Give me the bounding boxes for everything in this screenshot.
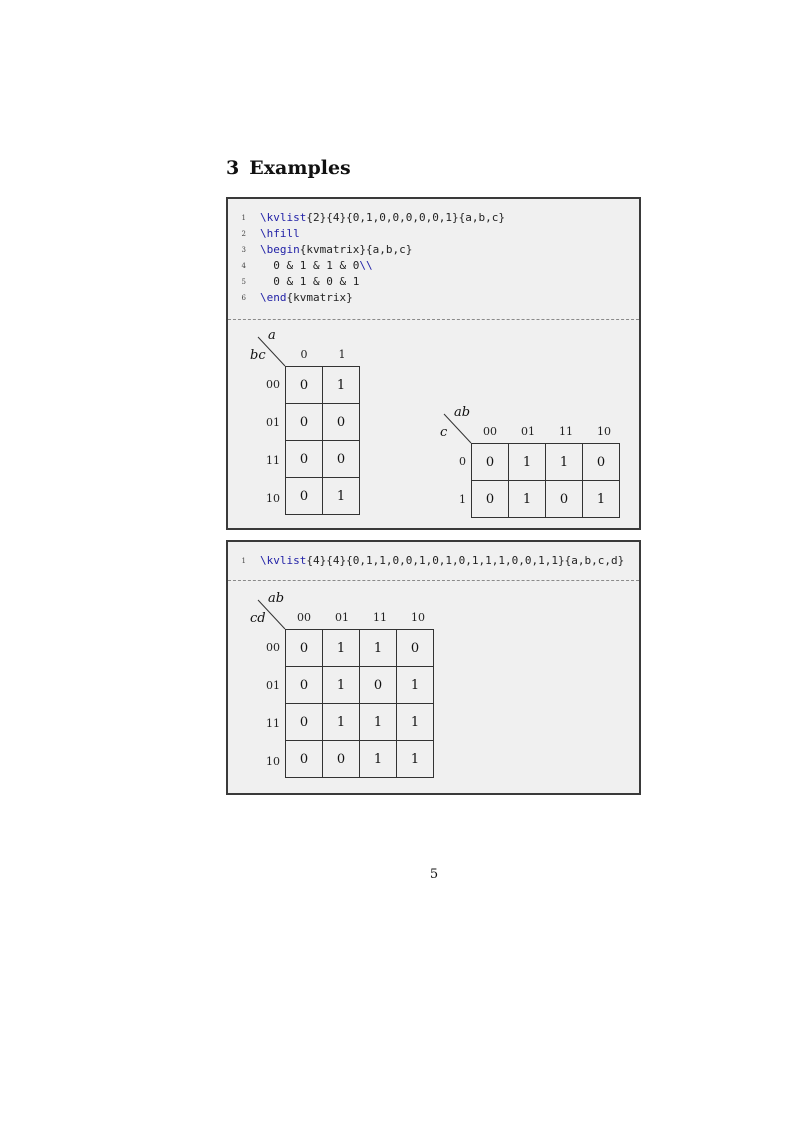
kv-cell: 1: [396, 740, 434, 778]
row-header: 11: [266, 454, 280, 467]
code-output-separator: [228, 319, 639, 320]
code-token: 0 & 1 & 0 & 1: [260, 275, 360, 288]
kv-cell: 1: [396, 703, 434, 741]
code-token: {2}{4}{0,1,0,0,0,0,0,1}{a,b,c}: [306, 211, 506, 224]
kv-cell: 0: [322, 740, 360, 778]
kv-cell: 1: [359, 629, 397, 667]
kv-cell: 0: [471, 443, 509, 481]
kv-cell: 1: [322, 477, 360, 515]
row-header: 10: [266, 755, 280, 768]
column-header: 10: [597, 425, 611, 438]
kv-cell: 0: [285, 703, 323, 741]
kv-cell: 1: [322, 629, 360, 667]
section-number: 3: [226, 157, 240, 179]
code-keyword: \end: [260, 291, 287, 304]
line-number: 1: [241, 214, 246, 222]
row-variable-label: cd: [250, 611, 266, 626]
example-box-1: [226, 197, 641, 530]
kv-cell: 1: [359, 703, 397, 741]
kv-cell: 1: [508, 480, 546, 518]
code-text: [260, 226, 300, 242]
column-header: 1: [338, 348, 346, 361]
kv-cell: 0: [285, 629, 323, 667]
column-header: 0: [300, 348, 308, 361]
column-header: 11: [559, 425, 573, 438]
kv-cell: 1: [322, 666, 360, 704]
code-token: {4}{4}{0,1,1,0,0,1,0,1,0,1,1,1,0,0,1,1}{a,b,c,d}: [306, 554, 625, 567]
code-keyword: \kvlist: [260, 554, 307, 567]
line-number: 2: [241, 230, 246, 238]
code-keyword: \hfill: [260, 227, 300, 240]
kv-cell: 0: [545, 480, 583, 518]
kv-cell: 1: [396, 666, 434, 704]
kv-cell: 0: [285, 477, 323, 515]
code-text: [260, 274, 359, 290]
line-number: 3: [241, 246, 246, 254]
code-keyword: \begin: [260, 243, 300, 256]
kv-cell: 1: [359, 740, 397, 778]
column-header: 01: [335, 611, 349, 624]
row-header: 00: [266, 378, 280, 391]
example-box-2: [226, 540, 641, 795]
line-number: 5: [241, 278, 246, 286]
kv-cell: 1: [322, 703, 360, 741]
column-variable-label: a: [268, 328, 276, 343]
kv-cell: 0: [285, 666, 323, 704]
row-header: 11: [266, 717, 280, 730]
column-header: 10: [411, 611, 425, 624]
kv-cell: 0: [322, 440, 360, 478]
kv-cell: 0: [285, 366, 323, 404]
kv-cell: 1: [322, 366, 360, 404]
kv-cell: 0: [285, 740, 323, 778]
code-token: {kvmatrix}: [286, 291, 353, 304]
kv-cell: 1: [508, 443, 546, 481]
row-header: 1: [459, 493, 466, 506]
column-header: 11: [373, 611, 387, 624]
column-header: 00: [483, 425, 497, 438]
row-variable-label: bc: [250, 348, 266, 363]
kv-cell: 0: [285, 440, 323, 478]
column-variable-label: ab: [268, 591, 285, 606]
kv-cell: 0: [359, 666, 397, 704]
line-number: 6: [241, 294, 246, 302]
section-title: Examples: [249, 157, 351, 179]
code-text: [260, 210, 505, 226]
code-text: [260, 258, 373, 274]
code-token: 0 & 1 & 1 & 0: [260, 259, 360, 272]
kv-cell: 1: [582, 480, 620, 518]
kv-cell: 0: [471, 480, 509, 518]
line-number: 1: [241, 557, 246, 565]
line-number: 4: [241, 262, 246, 270]
code-token: {kvmatrix}{a,b,c}: [299, 243, 413, 256]
kv-cell: 0: [322, 403, 360, 441]
kv-cell: 1: [545, 443, 583, 481]
kv-cell: 0: [582, 443, 620, 481]
code-keyword: \kvlist: [260, 211, 307, 224]
code-output-separator: [228, 580, 639, 581]
section-heading: [226, 157, 351, 179]
row-header: 0: [459, 455, 466, 468]
row-header: 00: [266, 641, 280, 654]
row-header: 01: [266, 679, 280, 692]
code-keyword: \\: [359, 259, 373, 272]
row-variable-label: c: [440, 425, 448, 440]
code-text: [260, 553, 624, 569]
page-number: 5: [429, 867, 439, 882]
kv-cell: 0: [285, 403, 323, 441]
column-header: 01: [521, 425, 535, 438]
code-text: [260, 242, 412, 258]
kv-cell: 0: [396, 629, 434, 667]
row-header: 10: [266, 492, 280, 505]
column-variable-label: ab: [454, 405, 471, 420]
column-header: 00: [297, 611, 311, 624]
row-header: 01: [266, 416, 280, 429]
code-text: [260, 290, 353, 306]
